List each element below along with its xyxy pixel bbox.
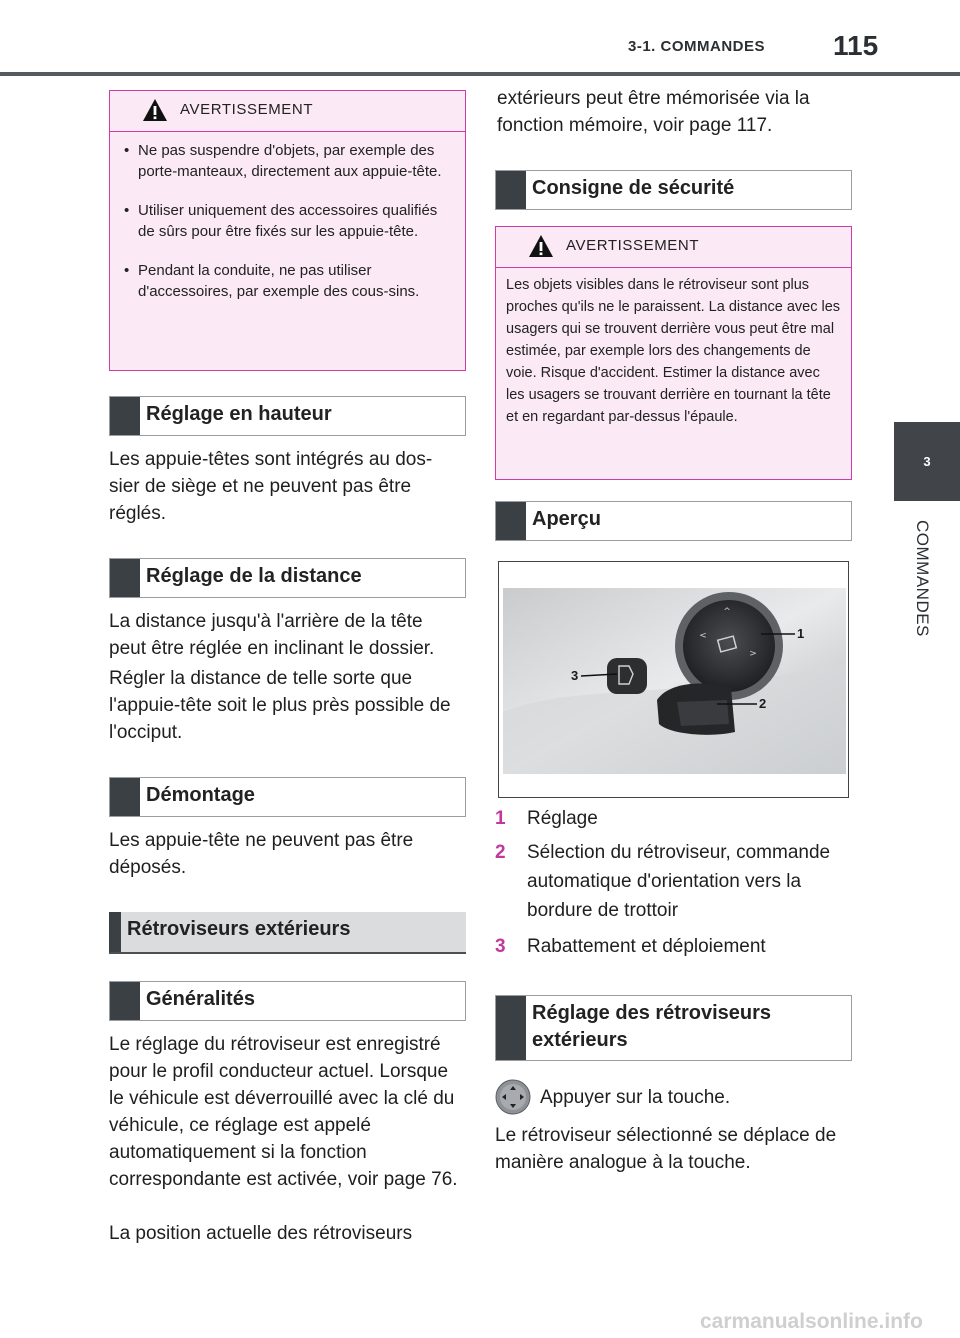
warning-title: AVERTISSEMENT — [566, 237, 700, 254]
callout-3: 3 — [571, 668, 579, 683]
page-number: 115 — [833, 30, 879, 61]
heading-text: Réglage des rétroviseurs extérieurs — [532, 1002, 771, 1051]
warning-box-headrest — [109, 90, 466, 371]
mirror-adjust-button-icon — [495, 1079, 531, 1115]
warning-body — [110, 132, 465, 310]
paragraph-demontage: Les appuie-tête ne peuvent pas être déposés. — [109, 830, 414, 878]
header-rule — [0, 72, 960, 76]
section-bar — [109, 912, 121, 952]
heading-text: Réglage en hauteur — [146, 403, 332, 425]
paragraph-continued: extérieurs peut être mémorisée via la fonction mémoire, voir page 117. — [497, 88, 810, 136]
watermark: carmanualsonline.info — [700, 1310, 923, 1333]
warning-header — [496, 227, 851, 268]
heading-bar — [110, 559, 140, 597]
callout-1: 1 — [797, 626, 805, 641]
heading-reglage-retroviseurs — [495, 995, 852, 1061]
warning-triangle-icon — [528, 233, 554, 259]
running-header-section: 3-1. COMMANDES — [628, 38, 766, 55]
heading-text: Aperçu — [532, 508, 601, 530]
warning-header — [110, 91, 465, 132]
paragraph-appuyer: Appuyer sur la touche. — [540, 1087, 731, 1108]
heading-text: Réglage de la distance — [146, 565, 362, 587]
legend-number: 3 — [495, 936, 506, 957]
chapter-side-label — [902, 520, 942, 650]
legend-number: 2 — [495, 842, 506, 863]
paragraph-generalites-1: Le réglage du rétroviseur est enregistré pour le profil conducteur actuel. Lorsque le véhicule est déverrouillé avec la clé du véhicule, ce réglage est appelé automatiquement si la fonction correspondante est activée, voir page 76. — [109, 1034, 458, 1190]
legend-item — [495, 932, 855, 961]
warning-item: • Utiliser uniquement des accessoires qualifiés de sûrs pour être fixés sur les appuie-tête. — [124, 200, 451, 242]
chapter-tab: 3 — [894, 422, 960, 501]
mirror-controls-figure — [498, 561, 849, 798]
warning-item: • Pendant la conduite, ne pas utiliser d'accessoires, par exemple des cous-sins. — [124, 260, 451, 302]
svg-text:<: < — [699, 631, 707, 641]
warning-body: Les objets visibles dans le rétroviseur sont plus proches qu'ils ne le paraissent. La distance avec les usagers qui se trouvent derrière vous peut être mal estimée, par exemple lors des changements de voie. Risque d'accident. Estimer la distance avec les usagers se trouvant derrière en tournant la tête et en regardant par-dessus l'épaule. — [506, 277, 841, 425]
heading-bar — [496, 171, 526, 209]
svg-text:>: > — [749, 649, 757, 659]
legend-number: 1 — [495, 808, 506, 829]
heading-text: Consigne de sécurité — [532, 177, 735, 199]
callout-2: 2 — [759, 696, 767, 711]
heading-bar — [496, 996, 526, 1060]
chapter-side-label-text: COMMANDES — [913, 520, 932, 637]
heading-bar — [110, 397, 140, 435]
legend-text: Réglage — [527, 808, 598, 829]
svg-text:^: ^ — [723, 607, 731, 617]
heading-demontage — [109, 777, 466, 817]
warning-title: AVERTISSEMENT — [180, 101, 314, 118]
paragraph-hauteur: Les appuie-têtes sont intégrés au dos-sier de siège et ne peuvent pas être réglés. — [109, 449, 433, 524]
legend-item — [495, 804, 855, 833]
legend-text: Sélection du rétroviseur, commande automatique d'orientation vers la bordure de trottoir — [527, 842, 831, 921]
heading-apercu — [495, 501, 852, 541]
heading-generalites — [109, 981, 466, 1021]
section-title-band — [109, 912, 466, 954]
paragraph-distance-2: Régler la distance de telle sorte que l'appuie-tête soit le plus près possible de l'occiput. — [109, 668, 451, 743]
heading-bar — [496, 502, 526, 540]
heading-distance — [109, 558, 466, 598]
heading-text: Démontage — [146, 784, 255, 806]
heading-text: Généralités — [146, 988, 255, 1010]
mirror-controls-illustration — [499, 562, 849, 798]
legend-item — [495, 838, 855, 928]
warning-item: • Ne pas suspendre d'objets, par exemple des porte-manteaux, directement aux appuie-tête. — [124, 140, 451, 182]
section-title: Rétroviseurs extérieurs — [127, 918, 351, 940]
legend-text: Rabattement et déploiement — [527, 936, 766, 957]
paragraph-generalites-2: La position actuelle des rétroviseurs — [109, 1223, 413, 1244]
paragraph-distance-1: La distance jusqu'à l'arrière de la tête peut être réglée en inclinant le dossier. — [109, 611, 435, 659]
heading-consigne — [495, 170, 852, 210]
warning-box-mirror — [495, 226, 852, 480]
paragraph-final: Le rétroviseur sélectionné se déplace de manière analogue à la touche. — [495, 1125, 837, 1173]
heading-bar — [110, 778, 140, 816]
warning-triangle-icon — [142, 97, 168, 123]
heading-hauteur — [109, 396, 466, 436]
heading-bar — [110, 982, 140, 1020]
